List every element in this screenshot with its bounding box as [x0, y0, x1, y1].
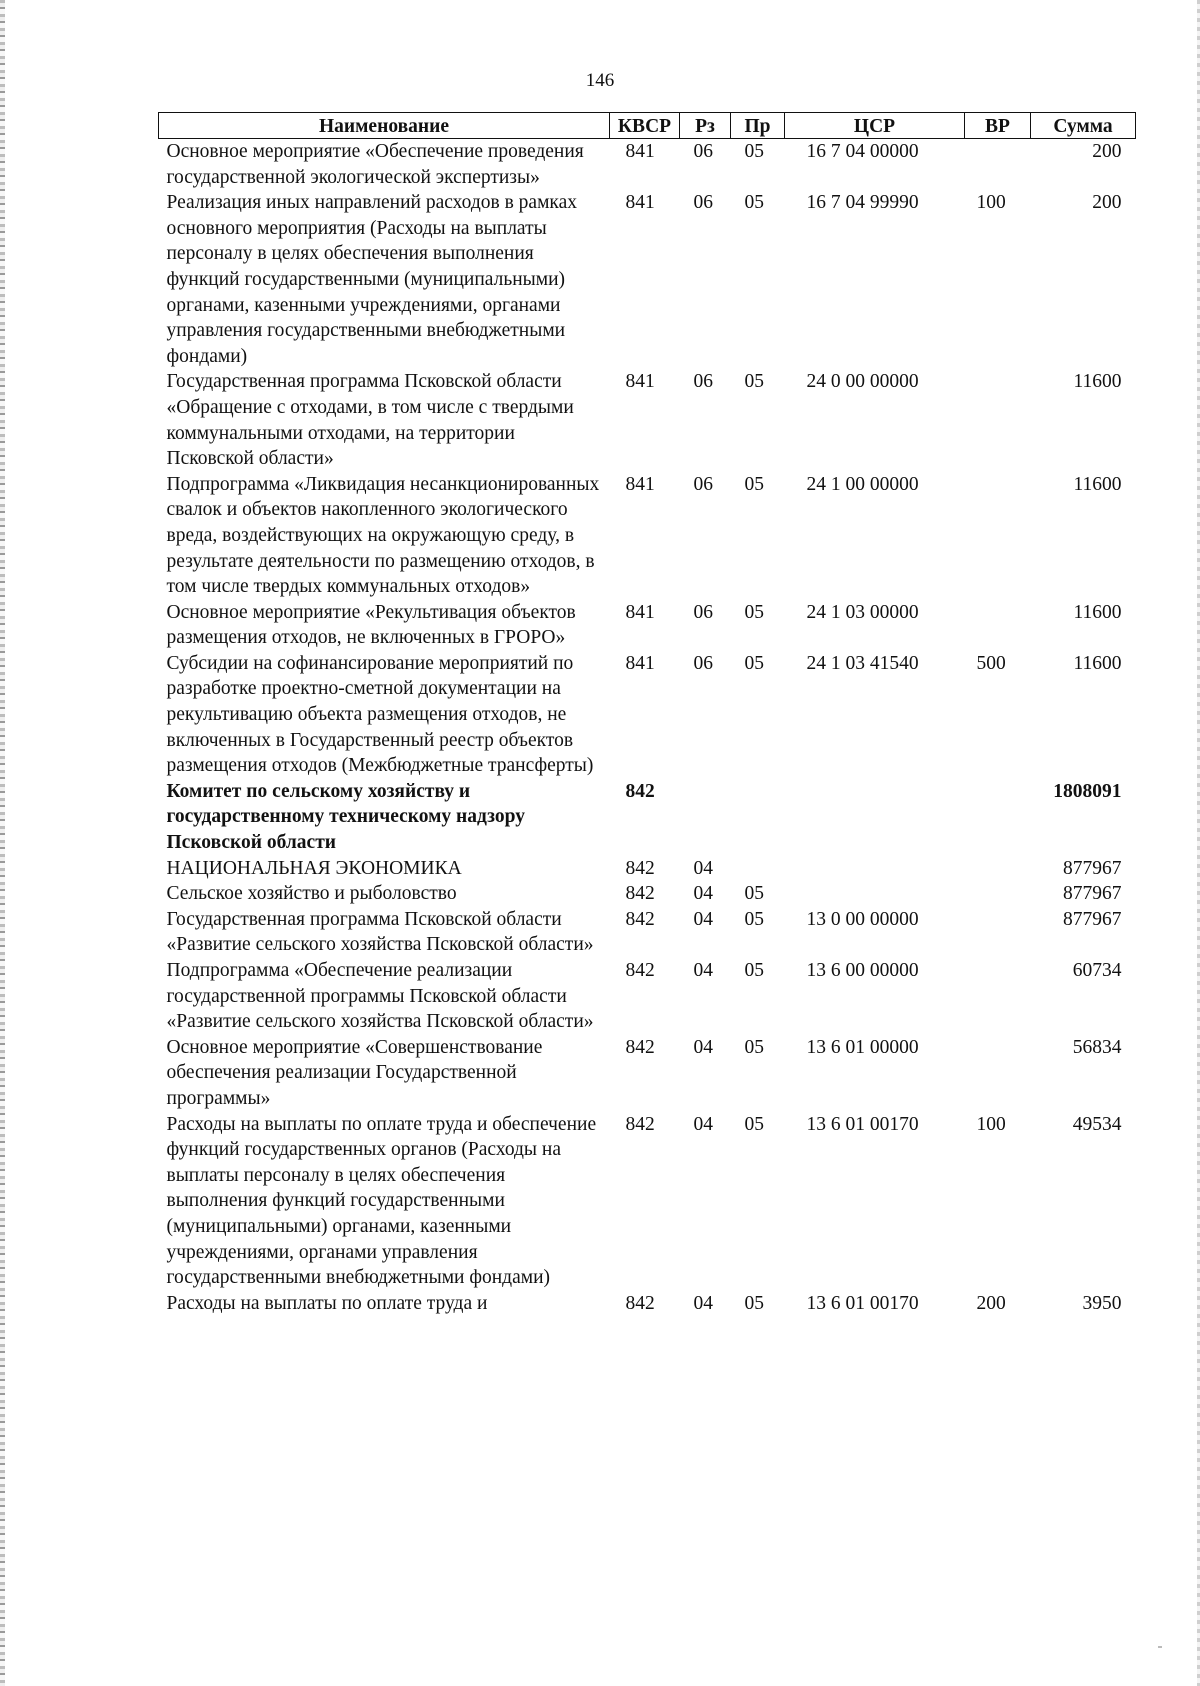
- row-vr: [965, 1035, 1031, 1112]
- header-rz: Рз: [680, 113, 731, 139]
- row-sum: 3950: [1082, 1292, 1122, 1314]
- row-vr: [965, 472, 1031, 600]
- row-name: Расходы на выплаты по оплате труда и: [166, 1292, 488, 1314]
- row-kvsr: 842: [625, 960, 655, 981]
- row-pr: 05: [744, 141, 764, 162]
- row-pr: 05: [744, 1036, 764, 1058]
- row-pr: 05: [744, 960, 764, 981]
- row-vr: 500: [976, 652, 1006, 674]
- table-row: [159, 651, 1136, 779]
- row-kvsr: 842: [625, 908, 655, 930]
- row-csr: 13 6 01 00000: [806, 1036, 919, 1058]
- row-csr: 13 0 00 00000: [806, 908, 919, 930]
- table-row: [159, 369, 1136, 471]
- row-csr: 16 7 04 00000: [806, 141, 919, 162]
- row-vr: [965, 600, 1031, 651]
- row-name: Подпрограмма «Обеспечение реализации государственной программы Псковской области «Развитие сельского хозяйства Псковской области»: [166, 960, 594, 1033]
- page-number: 146: [585, 70, 615, 91]
- row-kvsr: 841: [625, 192, 655, 214]
- row-csr: 24 1 03 00000: [806, 601, 919, 623]
- row-vr: [965, 369, 1031, 471]
- row-pr: 05: [744, 192, 764, 214]
- row-sum: 200: [1092, 141, 1122, 162]
- row-vr: 200: [976, 1292, 1006, 1314]
- table-row: [159, 1291, 1136, 1317]
- row-vr: [965, 139, 1031, 191]
- row-name: НАЦИОНАЛЬНАЯ ЭКОНОМИКА: [166, 857, 462, 879]
- row-pr: 05: [744, 652, 764, 674]
- row-rz: 06: [693, 141, 713, 162]
- row-sum: 11600: [1073, 652, 1122, 674]
- row-name: Государственная программа Псковской области «Обращение с отходами, в том числе с твердыми коммунальными отходами, на территории Псковской области»: [166, 371, 574, 470]
- row-sum: 877967: [1063, 857, 1122, 879]
- row-rz: 06: [693, 473, 713, 495]
- row-kvsr: 842: [625, 857, 655, 879]
- row-vr: [965, 881, 1031, 907]
- row-rz: 04: [693, 883, 713, 905]
- table-row: [159, 779, 1136, 856]
- row-vr: [965, 958, 1031, 1035]
- row-csr: [785, 881, 965, 907]
- table-body: [159, 139, 1136, 1317]
- row-kvsr: 841: [625, 601, 655, 623]
- row-csr: 13 6 00 00000: [806, 960, 919, 981]
- row-rz: 04: [693, 960, 713, 981]
- row-rz: 06: [693, 652, 713, 674]
- row-vr: [965, 907, 1031, 958]
- row-name: Основное мероприятие «Обеспечение проведения государственной экологической экспертизы»: [166, 141, 584, 188]
- row-kvsr: 842: [625, 1292, 655, 1314]
- row-pr: 05: [744, 1113, 764, 1135]
- row-kvsr: 842: [625, 1113, 655, 1135]
- row-name: Государственная программа Псковской области «Развитие сельского хозяйства Псковской области»: [166, 908, 594, 956]
- row-csr: [785, 779, 965, 856]
- row-kvsr: 842: [625, 1036, 655, 1058]
- row-rz: 06: [693, 371, 713, 393]
- row-name: Основное мероприятие «Совершенствование обеспечения реализации Государственной программы»: [166, 1036, 543, 1109]
- row-name: Сельское хозяйство и рыболовство: [166, 883, 457, 905]
- table-row: [159, 856, 1136, 882]
- row-vr: [965, 779, 1031, 856]
- row-csr: 13 6 01 00170: [806, 1292, 919, 1314]
- table-row: [159, 958, 1136, 1035]
- row-sum: 200: [1092, 192, 1122, 214]
- table-row: [159, 139, 1136, 191]
- row-sum: 11600: [1073, 371, 1122, 393]
- row-sum: 877967: [1063, 883, 1122, 905]
- row-name: Реализация иных направлений расходов в рамках основного мероприятия (Расходы на выплаты персоналу в целях обеспечения выполнения функций государственными (муниципальными) органами, казенными учреждениями, органами управления государственными внебюджетными фондами): [166, 192, 577, 367]
- header-kvsr: КВСР: [610, 113, 680, 139]
- row-vr: [965, 856, 1031, 882]
- header-sum: Сумма: [1031, 113, 1136, 139]
- row-rz: 04: [693, 1036, 713, 1058]
- header-vr: ВР: [965, 113, 1031, 139]
- row-sum: 11600: [1073, 473, 1122, 495]
- row-csr: 24 1 00 00000: [806, 473, 919, 495]
- row-name: Подпрограмма «Ликвидация несанкционированных свалок и объектов накопленного экологического вреда, воздействующих на окружающую среду, в результате деятельности по размещению отходов, в том числе твердых коммунальных отходов»: [166, 473, 600, 598]
- row-rz: 06: [693, 192, 713, 214]
- row-csr: 24 0 00 00000: [806, 371, 919, 393]
- table-row: [159, 190, 1136, 369]
- table-row: [159, 1035, 1136, 1112]
- row-rz: 06: [693, 601, 713, 623]
- table-row: [159, 907, 1136, 958]
- row-rz: 04: [693, 1113, 713, 1135]
- budget-table: [158, 112, 1136, 1316]
- header-csr: ЦСР: [785, 113, 965, 139]
- table-row: [159, 1112, 1136, 1291]
- table-header: [159, 113, 1136, 139]
- table-row: [159, 600, 1136, 651]
- row-sum: 60734: [1072, 960, 1122, 981]
- table-row: [159, 881, 1136, 907]
- row-pr: 05: [744, 1292, 764, 1314]
- row-pr: 05: [744, 908, 764, 930]
- row-rz: [680, 779, 731, 856]
- header-pr: Пр: [731, 113, 785, 139]
- row-csr: 13 6 01 00170: [806, 1113, 919, 1135]
- scan-edge-left: [0, 0, 5, 1686]
- row-csr: 16 7 04 99990: [806, 192, 919, 214]
- row-csr: 24 1 03 41540: [806, 652, 919, 674]
- header-name: Наименование: [159, 113, 610, 139]
- row-sum: 49534: [1072, 1113, 1122, 1135]
- row-name: Основное мероприятие «Рекультивация объектов размещения отходов, не включенных в ГРОРО»: [166, 601, 576, 649]
- row-pr: [731, 779, 785, 856]
- row-kvsr: 841: [625, 141, 655, 162]
- row-sum: 877967: [1063, 908, 1122, 930]
- row-kvsr: 841: [625, 371, 655, 393]
- row-pr: 05: [744, 371, 764, 393]
- row-kvsr: 842: [625, 883, 655, 905]
- row-pr: 05: [744, 473, 764, 495]
- table-row: [159, 472, 1136, 600]
- row-csr: [785, 856, 965, 882]
- row-vr: 100: [976, 192, 1006, 214]
- row-pr: 05: [744, 883, 764, 905]
- row-pr: [731, 856, 785, 882]
- row-rz: 04: [693, 1292, 713, 1314]
- row-kvsr: 841: [625, 473, 655, 495]
- row-name: Расходы на выплаты по оплате труда и обеспечение функций государственных органов (Расходы на выплаты персоналу в целях обеспечения выполнения функций государственными (муниципальными) органами, казенными учреждениями, органами управления государственными внебюджетными фондами): [166, 1113, 597, 1289]
- row-name: Субсидии на софинансирование мероприятий по разработке проектно-сметной документации на рекультивацию объекта размещения отходов, не включенных в Государственный реестр объектов размещения отходов (Межбюджетные трансферты): [166, 652, 594, 777]
- row-kvsr: 841: [625, 652, 655, 674]
- row-kvsr: 842: [625, 780, 655, 802]
- row-vr: 100: [976, 1113, 1006, 1135]
- row-rz: 04: [693, 857, 713, 879]
- row-sum: 56834: [1072, 1036, 1122, 1058]
- row-sum: 11600: [1073, 601, 1122, 623]
- row-name: Комитет по сельскому хозяйству и государственному техническому надзору Псковской области: [166, 780, 525, 854]
- row-rz: 04: [693, 908, 713, 930]
- row-pr: 05: [744, 601, 764, 623]
- row-sum: 1808091: [1053, 780, 1122, 802]
- scan-speck: [1158, 1646, 1162, 1648]
